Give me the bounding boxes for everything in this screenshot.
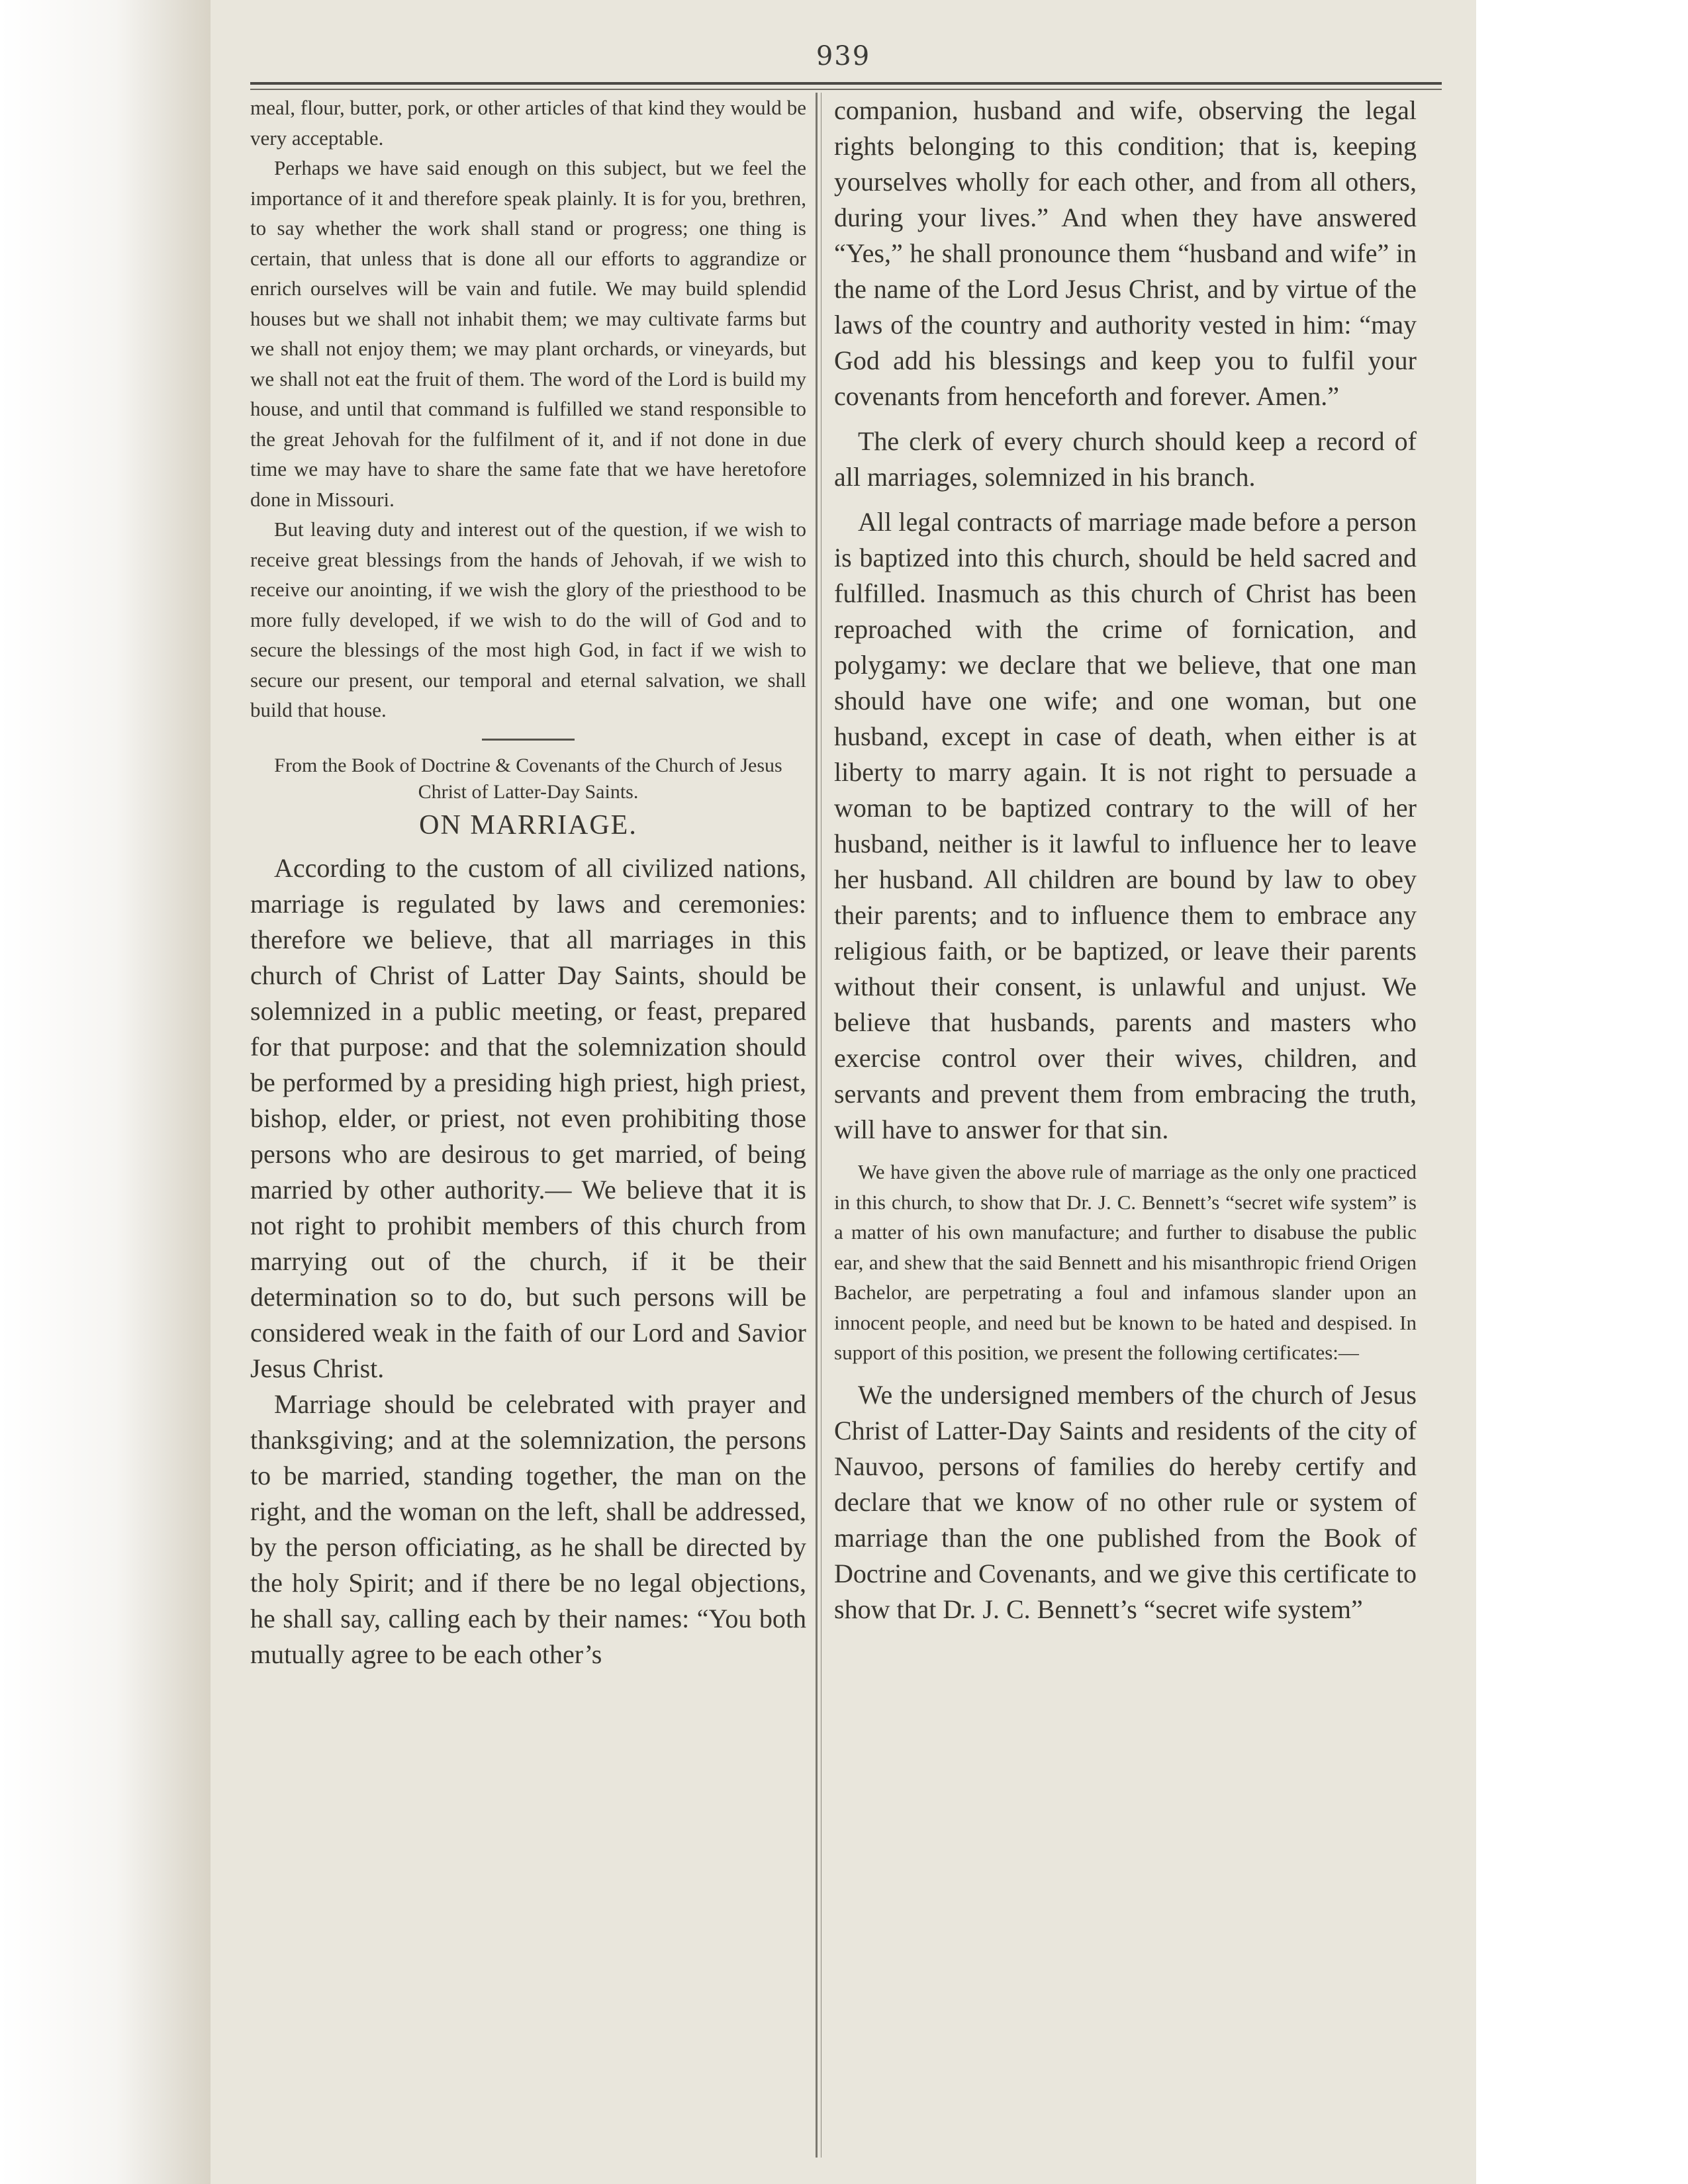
marriage-paragraph-clerk: The clerk of every church should keep a record of all marriages, solemnized in his branch.: [834, 426, 1417, 492]
section-divider: [482, 739, 575, 741]
left-paragraph-blessings: But leaving duty and interest out of the question, if we wish to receive great blessings from the hands of Jehovah, if we wish to receive our anointing, if we wish the glory of the priesthood to be more fully developed, if we wish to do the will of God and to secure the blessings of the most high God, in fact if we wish to secure our present, our temporal and eternal salvation, we shall build that house.: [250, 518, 806, 721]
marriage-paragraph-vows: companion, husband and wife, observing the legal rights belonging to this condition; that is, keeping yourselves wholly for each other, and from all others, during your lives.” And when they have answered “Yes,” he shall pronounce them “husband and wife” in the name of the Lord Jesus Christ, and by virtue of the laws of the country and authority vested in him: “may God add his blessings and keep you to fulfil your covenants from henceforth and forever. Amen.”: [834, 95, 1417, 411]
paragraph-gap: [834, 1148, 1417, 1157]
left-column: [250, 93, 806, 1672]
header-rule-thin: [250, 89, 1442, 90]
left-paragraph-building: Perhaps we have said enough on this subject, but we feel the importance of it and therefore speak plainly. It is for you, brethren, to say whether the work shall stand or progress; one thing is certain, that unless that is done all our efforts to aggrandize or enrich ourselves will be vain and futile. We may build splendid houses but we shall not inhabit them; we may cultivate farms but we shall not enjoy them; we may plant orchards, or vineyards, but we shall not eat the fruit of them. The word of the Lord is build my house, and until that command is fulfilled we stand responsible to the great Jehovah for the fulfilment of it, and if not done in due time we may have to share the same fate that we have heretofore done in Missouri.: [250, 156, 806, 511]
marriage-paragraph-contracts: All legal contracts of marriage made before a person is baptized into this church, should be held sacred and fulfilled. Inasmuch as this church of Christ has been reproached with the crime of fornication, and polygamy: we declare that we believe, that one man should have one wife; and one woman, but one husband, except in case of death, when either is at liberty to marry again. It is not right to persuade a woman to be baptized contrary to the will of her husband, neither is it lawful to influence her to leave her husband. All children are bound by law to obey their parents; and to influence them to embrace any religious faith, or be baptized, or leave their parents without their consent, is unlawful and unjust. We believe that husbands, parents and masters who exercise control over their wives, children, and servants and prevent them from embracing the truth, will have to answer for that sin.: [834, 507, 1417, 1144]
left-paragraph-continuation: meal, flour, butter, pork, or other articles of that kind they would be very acceptable.: [250, 96, 806, 150]
column-divider: [816, 93, 818, 2158]
source-attribution: From the Book of Doctrine & Covenants of the Church of Jesus Christ of Latter-Day Saints.: [274, 754, 782, 803]
marriage-paragraph-celebration: Marriage should be celebrated with prayer and thanksgiving; and at the solemnization, the persons to be married, standing together, the man on the right, and the woman on the left, shall be addressed, by the person officiating, as he shall be directed by the holy Spirit; and if there be no legal objections, he shall say, calling each by their names: “You both mutually agree to be each other’s: [250, 1388, 806, 1669]
page-right-margin: [1476, 0, 1688, 2184]
marriage-paragraph-custom: According to the custom of all civilized nations, marriage is regulated by laws and ceremonies: therefore we believe, that all marriages in this church of Christ of Latter Day Saints, should be solemnized in a public meeting, or feast, prepared for that purpose: and that the solemnization should be performed by a presiding high priest, high priest, bishop, elder, or priest, not even prohibiting those persons who are desirous to get married, of being married by other authority.— We believe that it is not right to prohibit members of this church from marrying out of the church, if it be their determination so to do, but such persons will be considered weak in the faith of our Lord and Savior Jesus Christ.: [250, 852, 806, 1383]
book-binding-margin: [0, 0, 211, 2184]
editorial-note: We have given the above rule of marriage as the only one practiced in this church, to show that Dr. J. C. Bennett’s “secret wife system” is a matter of his own manufacture; and further to disabuse the public ear, and shew that the said Bennett and his misanthropic friend Origen Bachelor, are perpetrating a foul and infamous slander upon an innocent people, and need but be known to be hated and despised. In support of this position, we present the following certificates:—: [834, 1160, 1417, 1364]
certificate-paragraph: We the undersigned members of the church of Jesus Christ of Latter-Day Saints and residents of the city of Nauvoo, persons of families do hereby certify and declare that we know of no other rule or system of marriage than the one published from the Book of Doctrine and Covenants, and we give this certificate to show that Dr. J. C. Bennett’s “secret wife system”: [834, 1379, 1417, 1624]
newspaper-page: [211, 0, 1476, 2184]
article-heading: ON MARRIAGE.: [419, 809, 637, 841]
paragraph-gap: [834, 495, 1417, 504]
paragraph-gap: [834, 1368, 1417, 1377]
header-rule: [250, 82, 1442, 85]
right-column: [834, 93, 1417, 1627]
page-number: 939: [816, 41, 871, 71]
paragraph-gap: [834, 414, 1417, 424]
